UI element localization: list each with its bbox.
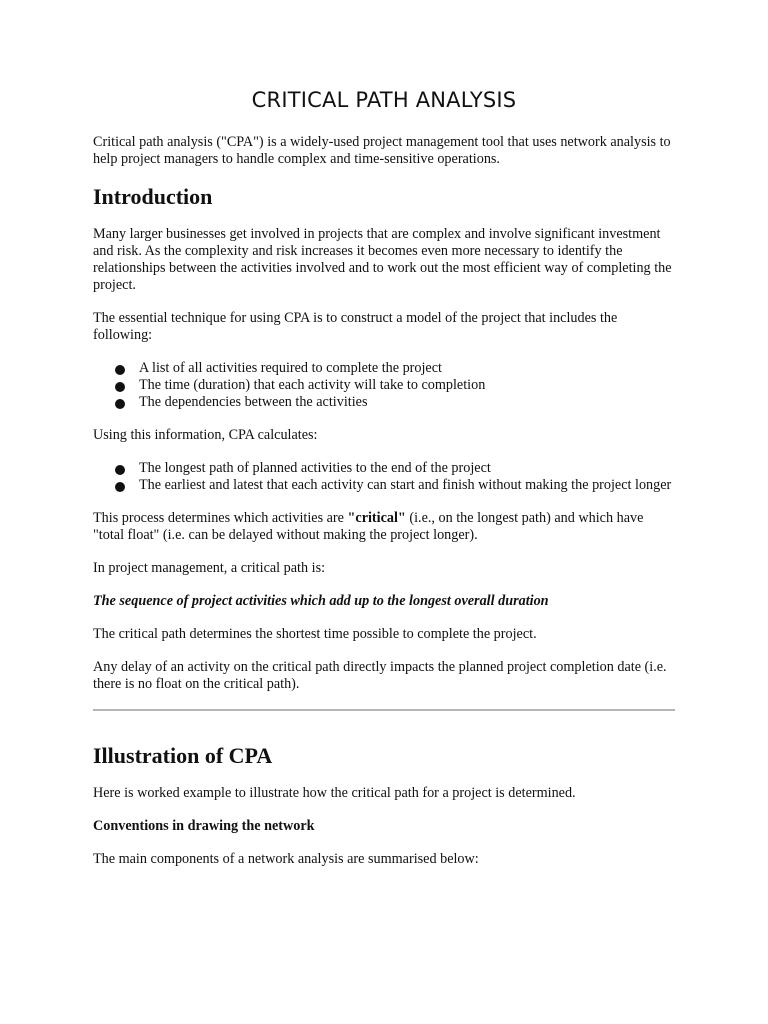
list-item-text: A list of all activities required to complete the project (139, 360, 442, 376)
list-item (139, 394, 675, 411)
calculations-list (93, 460, 675, 494)
worked-example-paragraph: Here is worked example to illustrate how the critical path for a project is determined. (93, 785, 576, 801)
text-run: (i.e., on the longest path) and which have "total float" (i.e. can be delayed without making the project longer). (93, 510, 644, 543)
critical-path-definition: The sequence of project activities which add up to the longest overall duration (93, 593, 549, 609)
intro-paragraph: Critical path analysis ("CPA") is a widely-used project management tool that uses network analysis to help project managers to handle complex and time-sensitive operations. (93, 134, 671, 167)
list-item-text: The earliest and latest that each activity can start and finish without making the project longer (139, 477, 672, 493)
list-item-text: The time (duration) that each activity will take to completion (139, 377, 486, 393)
technique-paragraph: The essential technique for using CPA is to construct a model of the project that includes the following: (93, 310, 618, 343)
document-page (93, 86, 675, 884)
introduction-heading: Introduction (93, 184, 213, 209)
bullet-icon (115, 465, 125, 475)
components-paragraph: The main components of a network analysis are summarised below: (93, 851, 479, 867)
list-item (139, 377, 675, 394)
conventions-subheading: Conventions in drawing the network (93, 818, 315, 834)
list-item (139, 360, 675, 377)
bullet-icon (115, 382, 125, 392)
shortest-time-paragraph: The critical path determines the shortest time possible to complete the project. (93, 626, 537, 642)
bullet-icon (115, 482, 125, 492)
model-components-list (93, 360, 675, 411)
list-item (139, 460, 675, 477)
critical-activities-paragraph (93, 510, 675, 544)
bullet-icon (115, 399, 125, 409)
list-item-text: The dependencies between the activities (139, 394, 368, 410)
list-item (139, 477, 675, 494)
section-divider (93, 709, 675, 711)
list-item-text: The longest path of planned activities to the end of the project (139, 460, 491, 476)
document-title: CRITICAL PATH ANALYSIS (251, 88, 517, 112)
calculates-paragraph: Using this information, CPA calculates: (93, 427, 318, 443)
bullet-icon (115, 365, 125, 375)
definition-lead-paragraph: In project management, a critical path is: (93, 560, 326, 576)
text-run: This process determines which activities are (93, 510, 348, 526)
complexity-paragraph: Many larger businesses get involved in projects that are complex and involve significant investment and risk. As the complexity and risk increases it becomes even more necessary to identify the relationships between the activities involved and to work out the most efficient way of completing the project. (93, 226, 672, 293)
critical-term: "critical" (347, 510, 406, 526)
delay-paragraph: Any delay of an activity on the critical path directly impacts the planned project completion date (i.e. there is no float on the critical path). (93, 659, 667, 692)
illustration-heading: Illustration of CPA (93, 743, 273, 768)
